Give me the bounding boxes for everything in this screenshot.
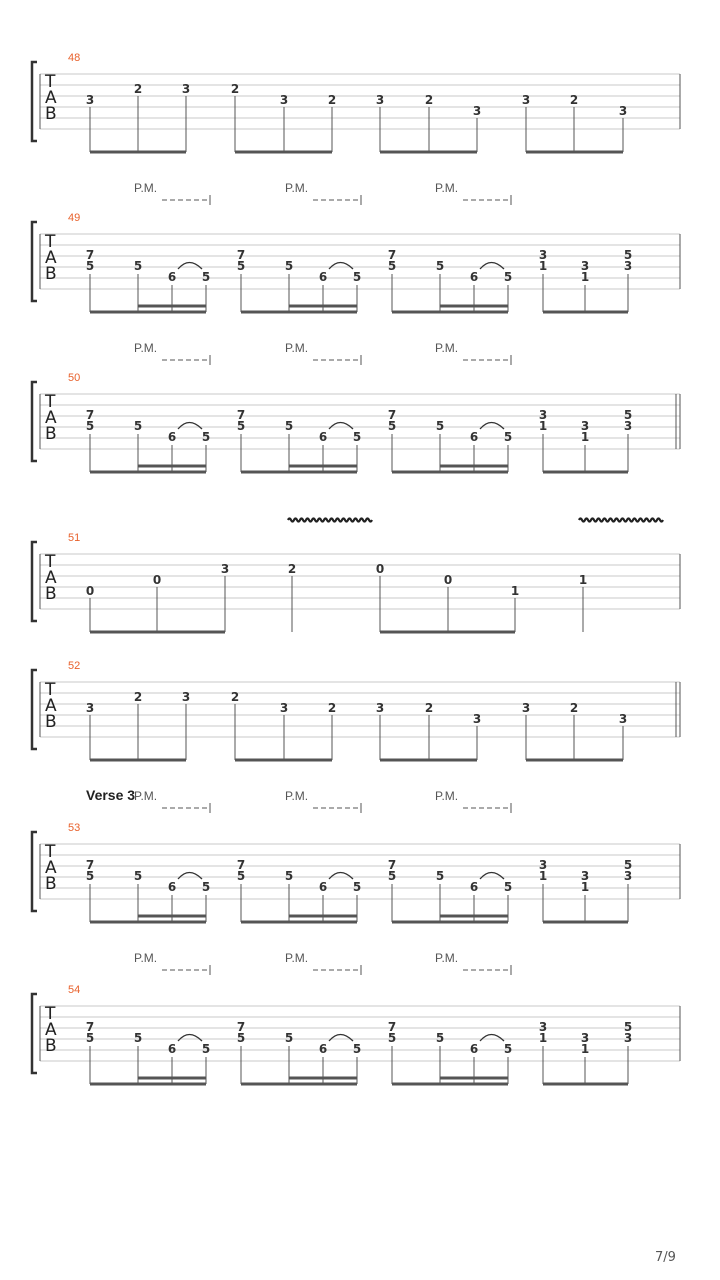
fret-number: 3 [580, 1031, 590, 1045]
fret-number: 1 [538, 259, 548, 273]
fret-number: 5 [503, 1042, 513, 1056]
tab-letter-t: T [45, 392, 56, 412]
tab-letter-t: T [45, 552, 56, 572]
fret-number: 3 [538, 858, 548, 872]
tab-letter-b: B [45, 874, 57, 894]
tab-letter-b: B [45, 1036, 57, 1056]
fret-number: 1 [580, 430, 590, 444]
fret-number: 7 [236, 1020, 246, 1034]
palm-mute-label: P.M. [435, 181, 459, 195]
page-number: 7/9 [655, 1250, 676, 1265]
system-bracket [32, 670, 37, 749]
fret-number: 1 [578, 573, 588, 587]
fret-number: 1 [538, 419, 548, 433]
fret-number: 3 [623, 259, 633, 273]
fret-number: 7 [387, 1020, 397, 1034]
fret-number: 5 [352, 430, 362, 444]
tab-letter-t: T [45, 232, 56, 252]
tab-letter-a: A [45, 88, 57, 108]
slur-arc [329, 263, 353, 270]
system-bracket [32, 62, 37, 141]
fret-number: 7 [387, 408, 397, 422]
fret-number: 5 [236, 1031, 246, 1045]
system-bracket [32, 222, 37, 301]
fret-number: 2 [327, 701, 337, 715]
fret-number: 5 [85, 259, 95, 273]
fret-number: 3 [580, 419, 590, 433]
fret-number: 7 [387, 858, 397, 872]
fret-number: 5 [284, 419, 294, 433]
fret-number: 3 [623, 419, 633, 433]
fret-number: 5 [435, 1031, 445, 1045]
palm-mute-label: P.M. [285, 341, 309, 355]
palm-mute-label: P.M. [285, 951, 309, 965]
fret-number: 6 [167, 880, 177, 894]
fret-number: 7 [387, 248, 397, 262]
fret-number: 6 [318, 270, 328, 284]
fret-number: 5 [352, 270, 362, 284]
section-label-verse-3: Verse 3 [86, 787, 136, 803]
fret-number: 5 [85, 1031, 95, 1045]
fret-number: 0 [152, 573, 162, 587]
palm-mute-label: P.M. [435, 789, 459, 803]
fret-number: 1 [580, 880, 590, 894]
fret-number: 5 [623, 248, 633, 262]
system-bracket [32, 832, 37, 911]
fret-number: 6 [469, 1042, 479, 1056]
palm-mute-label: P.M. [285, 181, 309, 195]
fret-number: 3 [279, 701, 289, 715]
slur-arc [480, 873, 504, 880]
fret-number: 1 [580, 270, 590, 284]
system-bracket [32, 994, 37, 1073]
tab-letter-t: T [45, 1004, 56, 1024]
tab-letter-a: A [45, 568, 57, 588]
fret-number: 2 [569, 93, 579, 107]
fret-number: 3 [375, 701, 385, 715]
bar-number: 54 [68, 984, 81, 996]
fret-number: 5 [387, 869, 397, 883]
fret-number: 3 [580, 259, 590, 273]
fret-number: 5 [133, 259, 143, 273]
fret-number: 0 [443, 573, 453, 587]
fret-number: 5 [201, 1042, 211, 1056]
tab-letter-b: B [45, 264, 57, 284]
fret-number: 7 [236, 248, 246, 262]
fret-number: 3 [521, 701, 531, 715]
fret-number: 5 [201, 270, 211, 284]
fret-number: 3 [538, 1020, 548, 1034]
fret-number: 5 [236, 869, 246, 883]
slur-arc [178, 873, 202, 880]
fret-number: 3 [618, 104, 628, 118]
fret-number: 5 [387, 419, 397, 433]
fret-number: 7 [85, 248, 95, 262]
fret-number: 7 [236, 408, 246, 422]
fret-number: 3 [618, 712, 628, 726]
fret-number: 1 [538, 869, 548, 883]
fret-number: 6 [318, 430, 328, 444]
fret-number: 3 [375, 93, 385, 107]
slur-arc [329, 873, 353, 880]
fret-number: 1 [538, 1031, 548, 1045]
fret-number: 5 [623, 858, 633, 872]
tab-letter-a: A [45, 408, 57, 428]
fret-number: 2 [230, 82, 240, 96]
fret-number: 3 [279, 93, 289, 107]
fret-number: 5 [352, 1042, 362, 1056]
fret-number: 5 [284, 869, 294, 883]
tab-letter-a: A [45, 858, 57, 878]
slur-arc [178, 263, 202, 270]
fret-number: 2 [287, 562, 297, 576]
fret-number: 3 [85, 93, 95, 107]
fret-number: 2 [230, 690, 240, 704]
bar-number: 50 [68, 372, 81, 384]
fret-number: 7 [85, 408, 95, 422]
fret-number: 5 [623, 1020, 633, 1034]
fret-number: 2 [569, 701, 579, 715]
fret-number: 5 [201, 430, 211, 444]
fret-number: 3 [623, 1031, 633, 1045]
tab-letter-b: B [45, 584, 57, 604]
fret-number: 5 [133, 1031, 143, 1045]
fret-number: 0 [375, 562, 385, 576]
fret-number: 5 [284, 1031, 294, 1045]
tab-letter-t: T [45, 680, 56, 700]
palm-mute-label: P.M. [435, 341, 459, 355]
fret-number: 3 [521, 93, 531, 107]
fret-number: 2 [327, 93, 337, 107]
fret-number: 3 [220, 562, 230, 576]
fret-number: 6 [469, 430, 479, 444]
fret-number: 3 [623, 869, 633, 883]
fret-number: 5 [435, 259, 445, 273]
fret-number: 7 [85, 858, 95, 872]
fret-number: 5 [435, 869, 445, 883]
slur-arc [329, 1035, 353, 1042]
tab-letter-a: A [45, 696, 57, 716]
palm-mute-label: P.M. [134, 341, 158, 355]
vibrato-wave [579, 519, 663, 522]
fret-number: 5 [201, 880, 211, 894]
fret-number: 5 [85, 869, 95, 883]
fret-number: 3 [580, 869, 590, 883]
fret-number: 5 [387, 1031, 397, 1045]
fret-number: 5 [503, 880, 513, 894]
fret-number: 3 [472, 712, 482, 726]
tab-letter-t: T [45, 72, 56, 92]
fret-number: 3 [538, 408, 548, 422]
fret-number: 3 [472, 104, 482, 118]
fret-number: 1 [580, 1042, 590, 1056]
tab-letter-b: B [45, 424, 57, 444]
fret-number: 5 [284, 259, 294, 273]
fret-number: 6 [167, 270, 177, 284]
fret-number: 6 [469, 880, 479, 894]
fret-number: 5 [623, 408, 633, 422]
slur-arc [480, 423, 504, 430]
fret-number: 2 [133, 82, 143, 96]
fret-number: 2 [133, 690, 143, 704]
slur-arc [329, 423, 353, 430]
fret-number: 5 [133, 419, 143, 433]
fret-number: 5 [236, 259, 246, 273]
fret-number: 2 [424, 701, 434, 715]
fret-number: 3 [181, 690, 191, 704]
fret-number: 5 [435, 419, 445, 433]
fret-number: 5 [387, 259, 397, 273]
tab-letter-t: T [45, 842, 56, 862]
bar-number: 51 [68, 532, 81, 544]
fret-number: 5 [503, 430, 513, 444]
fret-number: 6 [318, 1042, 328, 1056]
fret-number: 6 [167, 1042, 177, 1056]
bar-number: 48 [68, 52, 81, 64]
fret-number: 5 [236, 419, 246, 433]
slur-arc [480, 263, 504, 270]
fret-number: 3 [85, 701, 95, 715]
fret-number: 5 [352, 880, 362, 894]
tab-letter-a: A [45, 1020, 57, 1040]
fret-number: 0 [85, 584, 95, 598]
fret-number: 3 [181, 82, 191, 96]
fret-number: 1 [510, 584, 520, 598]
tab-letter-b: B [45, 104, 57, 124]
vibrato-wave [288, 519, 372, 522]
system-bracket [32, 542, 37, 621]
fret-number: 7 [85, 1020, 95, 1034]
fret-number: 5 [503, 270, 513, 284]
tab-letter-b: B [45, 712, 57, 732]
fret-number: 6 [469, 270, 479, 284]
palm-mute-label: P.M. [134, 951, 158, 965]
bar-number: 52 [68, 660, 81, 672]
fret-number: 7 [236, 858, 246, 872]
palm-mute-label: P.M. [134, 181, 158, 195]
fret-number: 6 [167, 430, 177, 444]
palm-mute-label: P.M. [134, 789, 158, 803]
fret-number: 3 [538, 248, 548, 262]
fret-number: 5 [85, 419, 95, 433]
slur-arc [178, 1035, 202, 1042]
bar-number: 49 [68, 212, 81, 224]
fret-number: 6 [318, 880, 328, 894]
fret-number: 2 [424, 93, 434, 107]
fret-number: 5 [133, 869, 143, 883]
slur-arc [480, 1035, 504, 1042]
bar-number: 53 [68, 822, 81, 834]
palm-mute-label: P.M. [435, 951, 459, 965]
tab-letter-a: A [45, 248, 57, 268]
system-bracket [32, 382, 37, 461]
palm-mute-label: P.M. [285, 789, 309, 803]
slur-arc [178, 423, 202, 430]
